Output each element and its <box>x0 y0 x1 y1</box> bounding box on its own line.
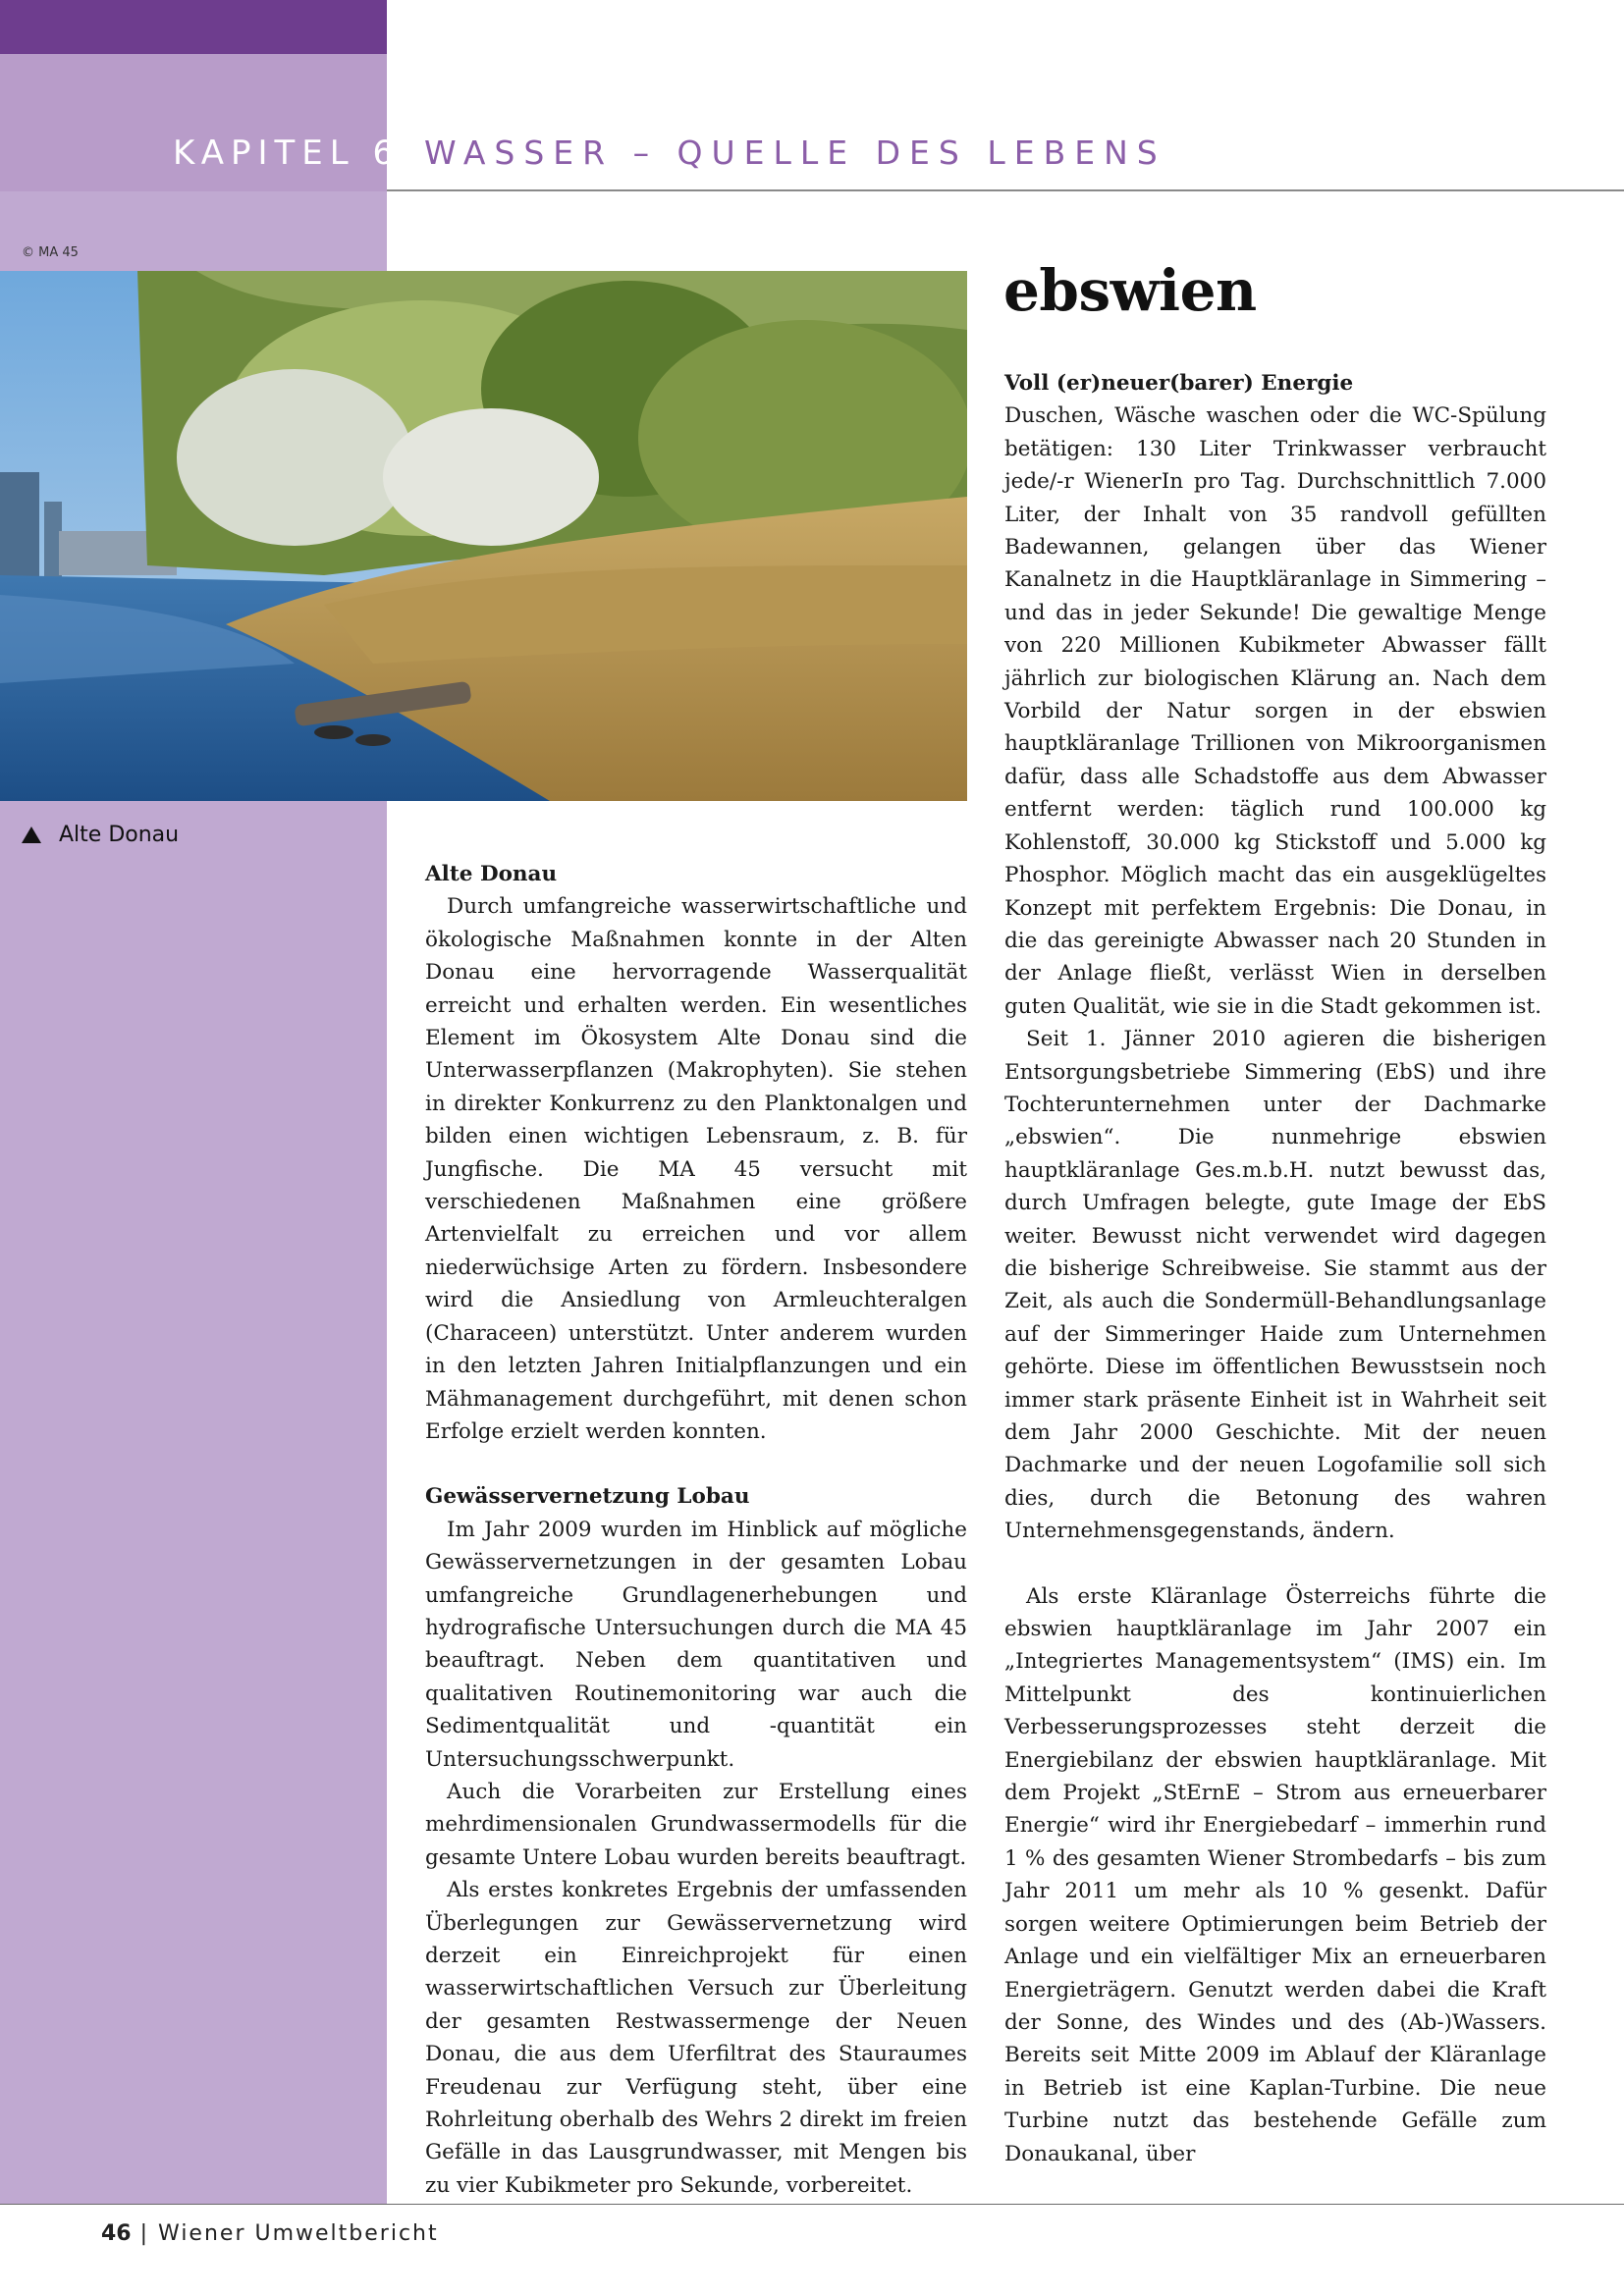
photo-caption <box>22 823 179 847</box>
header-rule <box>387 189 1624 191</box>
chapter-title: WASSER – QUELLE DES LEBENS <box>424 133 1166 172</box>
paragraph: Duschen, Wäsche waschen oder die WC-Spülung betätigen: 130 Liter Trinkwasser verbraucht jede/-r WienerIn pro Tag. Durchschnittlich 7.000 Liter, der Inhalt von 35 randvoll gefüllten Badewannen, gelangen über das Wiener Kanalnetz in die Hauptkläranlage in Simmering – und das in jeder Sekunde! Die gewaltige Menge von 220 Millionen Kubikmeter Abwasser fällt jährlich zur biologischen Klärung an. Nach dem Vorbild der Natur sorgen in der ebswien hauptkläranlage Trillionen von Mikroorganismen dafür, dass alle Schadstoffe aus dem Abwasser entfernt werden: täglich rund 100.000 kg Kohlenstoff, 30.000 kg Stickstoff und 5.000 kg Phosphor. Möglich macht das ein ausgeklügeltes Konzept mit perfektem Ergebnis: Die Donau, in die das gereinigte Abwasser nach 20 Stunden in der Anlage fließt, verlässt Wien in derselben guten Qualität, wie sie in die Stadt gekommen ist. <box>1004 403 1546 1019</box>
top-rule <box>387 0 1624 1</box>
footer-rule <box>0 2204 1624 2205</box>
triangle-up-icon <box>22 827 41 843</box>
article-subheading: Voll (er)neuer(barer) Energie <box>1004 371 1354 396</box>
paragraph: Auch die Vorarbeiten zur Erstellung eines mehrdimensionalen Grundwassermodells für die gesamte Untere Lobau wurden bereits beauftragt. <box>425 1779 967 1870</box>
footer-separator: | <box>139 2221 150 2246</box>
chapter-label: KAPITEL 6 <box>173 133 402 173</box>
section-heading-gewaesservernetzung: Gewässervernetzung Lobau <box>425 1484 750 1510</box>
left-text-column <box>425 858 967 2202</box>
page-number: 46 <box>101 2221 132 2246</box>
paragraph: Im Jahr 2009 wurden im Hinblick auf mögliche Gewässervernetzungen in der gesamten Lobau umfangreiche Grundlagenerhebungen und hydrografische Untersuchungen durch die MA 45 beauftragt. Neben dem quantitativen und qualitativen Routinemonitoring war auch die Sedimentqualität und -quantität ein Untersuchungsschwerpunkt. <box>425 1517 967 1772</box>
paragraph: Durch umfangreiche wasserwirtschaftliche und ökologische Maßnahmen konnte in der Alten Donau eine hervorragende Wasserqualität erreicht und erhalten werden. Ein wesentliches Element im Ökosystem Alte Donau sind die Unterwasserpflanzen (Makrophyten). Sie stehen in direkter Konkurrenz zu den Planktonalgen und bilden einen wichtigen Lebensraum, z. B. für Jungfische. Die MA 45 versucht mit verschiedenen Maßnahmen eine größere Artenvielfalt zu erreichen und vor allem niederwüchsige Arten zu fördern. Insbesondere wird die Ansiedlung von Armleuchteralgen (Characeen) unterstützt. Unter anderem wurden in den letzten Jahren Initialpflanzungen und ein Mähmanagement durchgeführt, mit denen schon Erfolge erzielt werden konnten. <box>425 894 967 1444</box>
top-color-band <box>0 0 387 54</box>
article-headline: ebswien <box>1003 257 1257 324</box>
publication-name: Wiener Umweltbericht <box>158 2221 439 2246</box>
photo-credit: © MA 45 <box>22 245 79 260</box>
photo-alte-donau <box>0 271 967 801</box>
paragraph: Als erste Kläranlage Österreichs führte die ebswien hauptkläranlage im Jahr 2007 ein „Integriertes Managementsystem“ (IMS) ein. Im Mittelpunkt des kontinuierlichen Verbesserungsprozesses steht derzeit die Energiebilanz der ebswien hauptkläranlage. Mit dem Projekt „StErnE – Strom aus erneuerbarer Energie“ wird ihr Energiebedarf – immerhin rund 1 % des gesamten Wiener Strombedarfs – bis zum Jahr 2011 um mehr als 10 % gesenkt. Dafür sorgen weitere Optimierungen beim Betrieb der Anlage und ein vielfältiger Mix an erneuerbaren Energieträgern. Genutzt werden dabei die Kraft der Sonne, des Windes und des (Ab-)Wassers. Bereits seit Mitte 2009 im Ablauf der Kläranlage in Betrieb ist eine Kaplan-Turbine. Die neue Turbine nutzt das bestehende Gefälle zum Donaukanal, über <box>1004 1583 1546 2166</box>
section-heading-alte-donau: Alte Donau <box>425 862 558 886</box>
paragraph: Seit 1. Jänner 2010 agieren die bisherigen Entsorgungsbetriebe Simmering (EbS) und ihre Tochterunternehmen unter der Dachmarke „ebswien“. Die nunmehrige ebswien hauptkläranlage Ges.m.b.H. nutzt bewusst das, durch Umfragen belegte, gute Image der EbS weiter. Bewusst nicht verwendet wird dagegen die bisherige Schreibweise. Sie stammt aus der Zeit, als auch die Sondermüll-Behandlungsanlage auf der Simmeringer Haide zum Unternehmen gehörte. Diese im öffentlichen Bewusstsein noch immer stark präsente Einheit ist in Wahrheit seit dem Jahr 2000 Geschichte. Mit der neuen Dachmarke und der neuen Logofamilie soll sich dies, durch die Betonung des wahren Unternehmensgegenstands, ändern. <box>1004 1027 1546 1544</box>
page-footer <box>101 2221 439 2246</box>
right-text-column <box>1004 367 1546 2170</box>
photo-caption-text: Alte Donau <box>59 823 180 847</box>
paragraph: Als erstes konkretes Ergebnis der umfassenden Überlegungen zur Gewässervernetzung wird derzeit ein Einreichprojekt für einen wasserwirtschaftlichen Versuch zur Überleitung der gesamten Restwassermenge der Neuen Donau, die aus dem Uferfiltrat des Stauraumes Freudenau zur Verfügung steht, über eine Rohrleitung oberhalb des Wehrs 2 direkt im freien Gefälle in das Lausgrundwasser, mit Mengen bis zu vier Kubikmeter pro Sekunde, vorbereitet. <box>425 1878 967 2198</box>
